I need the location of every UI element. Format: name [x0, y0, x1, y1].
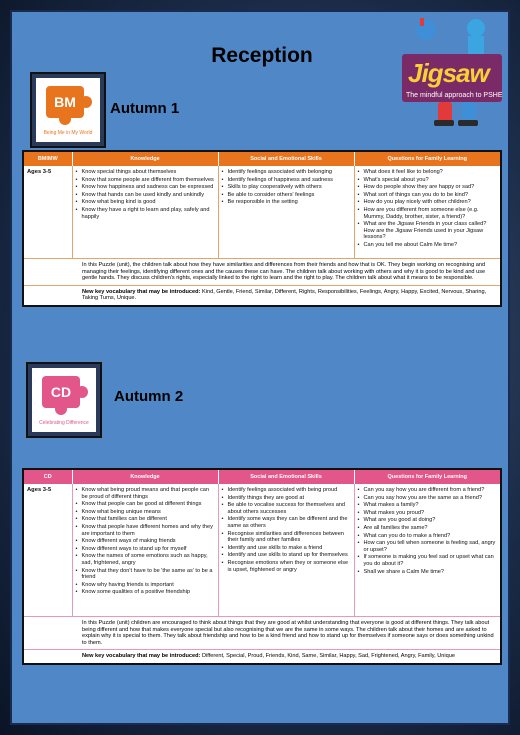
list-item: • Know they have a right to learn and play, safely and happily	[76, 207, 215, 220]
table-header: CD	[24, 470, 72, 484]
vocabulary-label: New key vocabulary that may be introduced:	[82, 288, 201, 295]
list-item: • Know the names of some emotions such as happy, sad, frightened, angry	[76, 553, 215, 566]
list-item: • Know different ways of making friends	[76, 538, 215, 545]
badge-caption: Being Me in My World	[43, 130, 93, 136]
list-item: • How do people show they are happy or sad?	[358, 184, 498, 191]
list-item: • Know that hands can be used kindly and unkindly	[76, 192, 215, 199]
table-row	[24, 484, 500, 616]
list-item: • What can you do to make a friend?	[358, 533, 498, 540]
list-item: • Know different ways to stand up for myself	[76, 546, 215, 553]
jigsaw-logo-word: Jigsaw	[408, 58, 489, 88]
skills-cell	[218, 166, 354, 258]
list-item: • Skills to play cooperatively with others	[222, 184, 351, 191]
list-item: • Be able to vocalise success for themselves and about others successes	[222, 502, 351, 515]
badge-caption: Celebrating Difference	[39, 420, 89, 426]
list-item: • Know what being proud means and that people can be proud of different things	[76, 487, 215, 500]
skills-cell	[218, 484, 354, 616]
list-item: • Recognise emotions when they or someone else is upset, frightened or angry	[222, 560, 351, 573]
list-item: • What makes you proud?	[358, 510, 498, 517]
list-item: • Know that people have different homes and why they are important to them	[76, 524, 215, 537]
unit-summary: In this Puzzle (unit) children are encouraged to think about things that they are good at whilst understanding that everyone is good at different things. They talk about being different and how that makes everyone special but also recognising that we are the same in some ways. The children talk about their homes and are asked to explain why it is special to them. They talk about friendship and how to be a kind friend and how to stand up for themselves if someone says or does something unkind to them.	[24, 616, 500, 649]
list-item: • Are all families the same?	[358, 525, 498, 532]
term-heading: Autumn 1	[110, 100, 180, 117]
list-item: • Know that families can be different	[76, 516, 215, 523]
list-item: • Be responsible in the setting	[222, 199, 351, 206]
vocabulary-list: Kind, Gentle, Friend, Similar, Different, Rights, Responsibilities, Feelings, Angry, Happy, Excited, Nervous, Sharing, Taking Turns, Unique.	[82, 288, 487, 302]
table-header: Social and Emotional Skills	[218, 152, 354, 166]
vocabulary-list: Different, Special, Proud, Friends, Kind, Same, Similar, Happy, Sad, Frightened, Angry, Family, Unique	[202, 653, 455, 660]
vocabulary-row	[24, 649, 500, 663]
list-item: • If someone is making you feel sad or upset what can you do about it?	[358, 554, 498, 567]
list-item: • How are you different from someone else (e.g. Mummy, Daddy, brother, sister, a friend)?	[358, 207, 498, 220]
vocabulary-row	[24, 285, 500, 305]
list-item: • Identify feelings associated with belonging	[222, 169, 351, 176]
list-item: • Identify and use skills to stand up for themselves	[222, 552, 351, 559]
age-cell: Ages 3-5	[24, 484, 72, 616]
puzzle-piece-icon: CD	[42, 376, 80, 408]
list-item: • Identify feelings of happiness and sadness	[222, 177, 351, 184]
questions-cell	[354, 484, 500, 616]
list-item: • Know that they don't have to be 'the same as' to be a friend	[76, 568, 215, 581]
table-header: Knowledge	[72, 152, 218, 166]
list-item: • What does it feel like to belong?	[358, 169, 498, 176]
bm-badge	[30, 72, 106, 148]
list-item: • How do you play nicely with other children?	[358, 199, 498, 206]
age-cell: Ages 3-5	[24, 166, 72, 258]
list-item: • What sort of things can you do to be kind?	[358, 192, 498, 199]
cd-badge	[26, 362, 102, 438]
table-row	[24, 166, 500, 258]
list-item: • Shall we share a Calm Me time?	[358, 569, 498, 576]
list-item: • What makes a family?	[358, 502, 498, 509]
list-item: • Know some qualities of a positive friendship	[76, 589, 215, 596]
term-heading: Autumn 2	[114, 388, 184, 405]
list-item: • What are you good at doing?	[358, 517, 498, 524]
unit-table-autumn-2	[22, 468, 502, 665]
list-item: • Can you say how you are the same as a friend?	[358, 495, 498, 502]
unit-summary: In this Puzzle (unit), the children talk about how they have similarities and differences from their friends and how that is OK. They begin working on recognising and managing their feelings, identifying different ones and the causes these can have. The children talk about working with others and why it is good to be kind and use gentle hands. They discuss children's rights, especially linked to the right to learn and the right to play. The children talk about what it means to be responsible.	[24, 258, 500, 285]
list-item: • What's special about you?	[358, 177, 498, 184]
list-item: • Identify things they are good at	[222, 495, 351, 502]
list-item: • Know that some people are different from themselves	[76, 177, 215, 184]
list-item: • Identify some ways they can be different and the same as others	[222, 516, 351, 529]
page-title: Reception	[211, 44, 313, 67]
list-item: • Identify and use skills to make a friend	[222, 545, 351, 552]
list-item: • What are the Jigsaw Friends in your class called? How are the Jigsaw Friends used in your Jigsaw lessons?	[358, 221, 498, 241]
questions-cell	[354, 166, 500, 258]
list-item: • Know how happiness and sadness can be expressed	[76, 184, 215, 191]
list-item: • Identify feelings associated with being proud	[222, 487, 351, 494]
list-item: • Can you say how you are different from a friend?	[358, 487, 498, 494]
list-item: • Know special things about themselves	[76, 169, 215, 176]
list-item: • Know what being unique means	[76, 509, 215, 516]
table-header: Knowledge	[72, 470, 218, 484]
list-item: • Know why having friends is important	[76, 582, 215, 589]
table-header-row	[24, 152, 500, 166]
table-header: Questions for Family Learning	[354, 152, 500, 166]
knowledge-cell	[72, 484, 218, 616]
unit-table-autumn-1	[22, 150, 502, 307]
table-header: Questions for Family Learning	[354, 470, 500, 484]
knowledge-cell	[72, 166, 218, 258]
vocabulary-label: New key vocabulary that may be introduced:	[82, 653, 201, 660]
table-header-row	[24, 470, 500, 484]
list-item: • Know that people can be good at different things	[76, 501, 215, 508]
list-item: • How can you tell when someone is feeling sad, angry or upset?	[358, 540, 498, 553]
page-panel	[10, 10, 510, 725]
jigsaw-logo-tagline: The mindful approach to PSHE	[406, 92, 503, 99]
jigsaw-logo	[398, 16, 508, 136]
list-item: • Know what being kind is good	[76, 199, 215, 206]
list-item: • Be able to consider others' feelings	[222, 192, 351, 199]
list-item: • Can you tell me about Calm Me time?	[358, 242, 498, 249]
table-header: BMIMW	[24, 152, 72, 166]
list-item: • Recognise similarities and differences between their family and other families	[222, 531, 351, 544]
puzzle-piece-icon: BM	[46, 86, 84, 118]
table-header: Social and Emotional Skills	[218, 470, 354, 484]
